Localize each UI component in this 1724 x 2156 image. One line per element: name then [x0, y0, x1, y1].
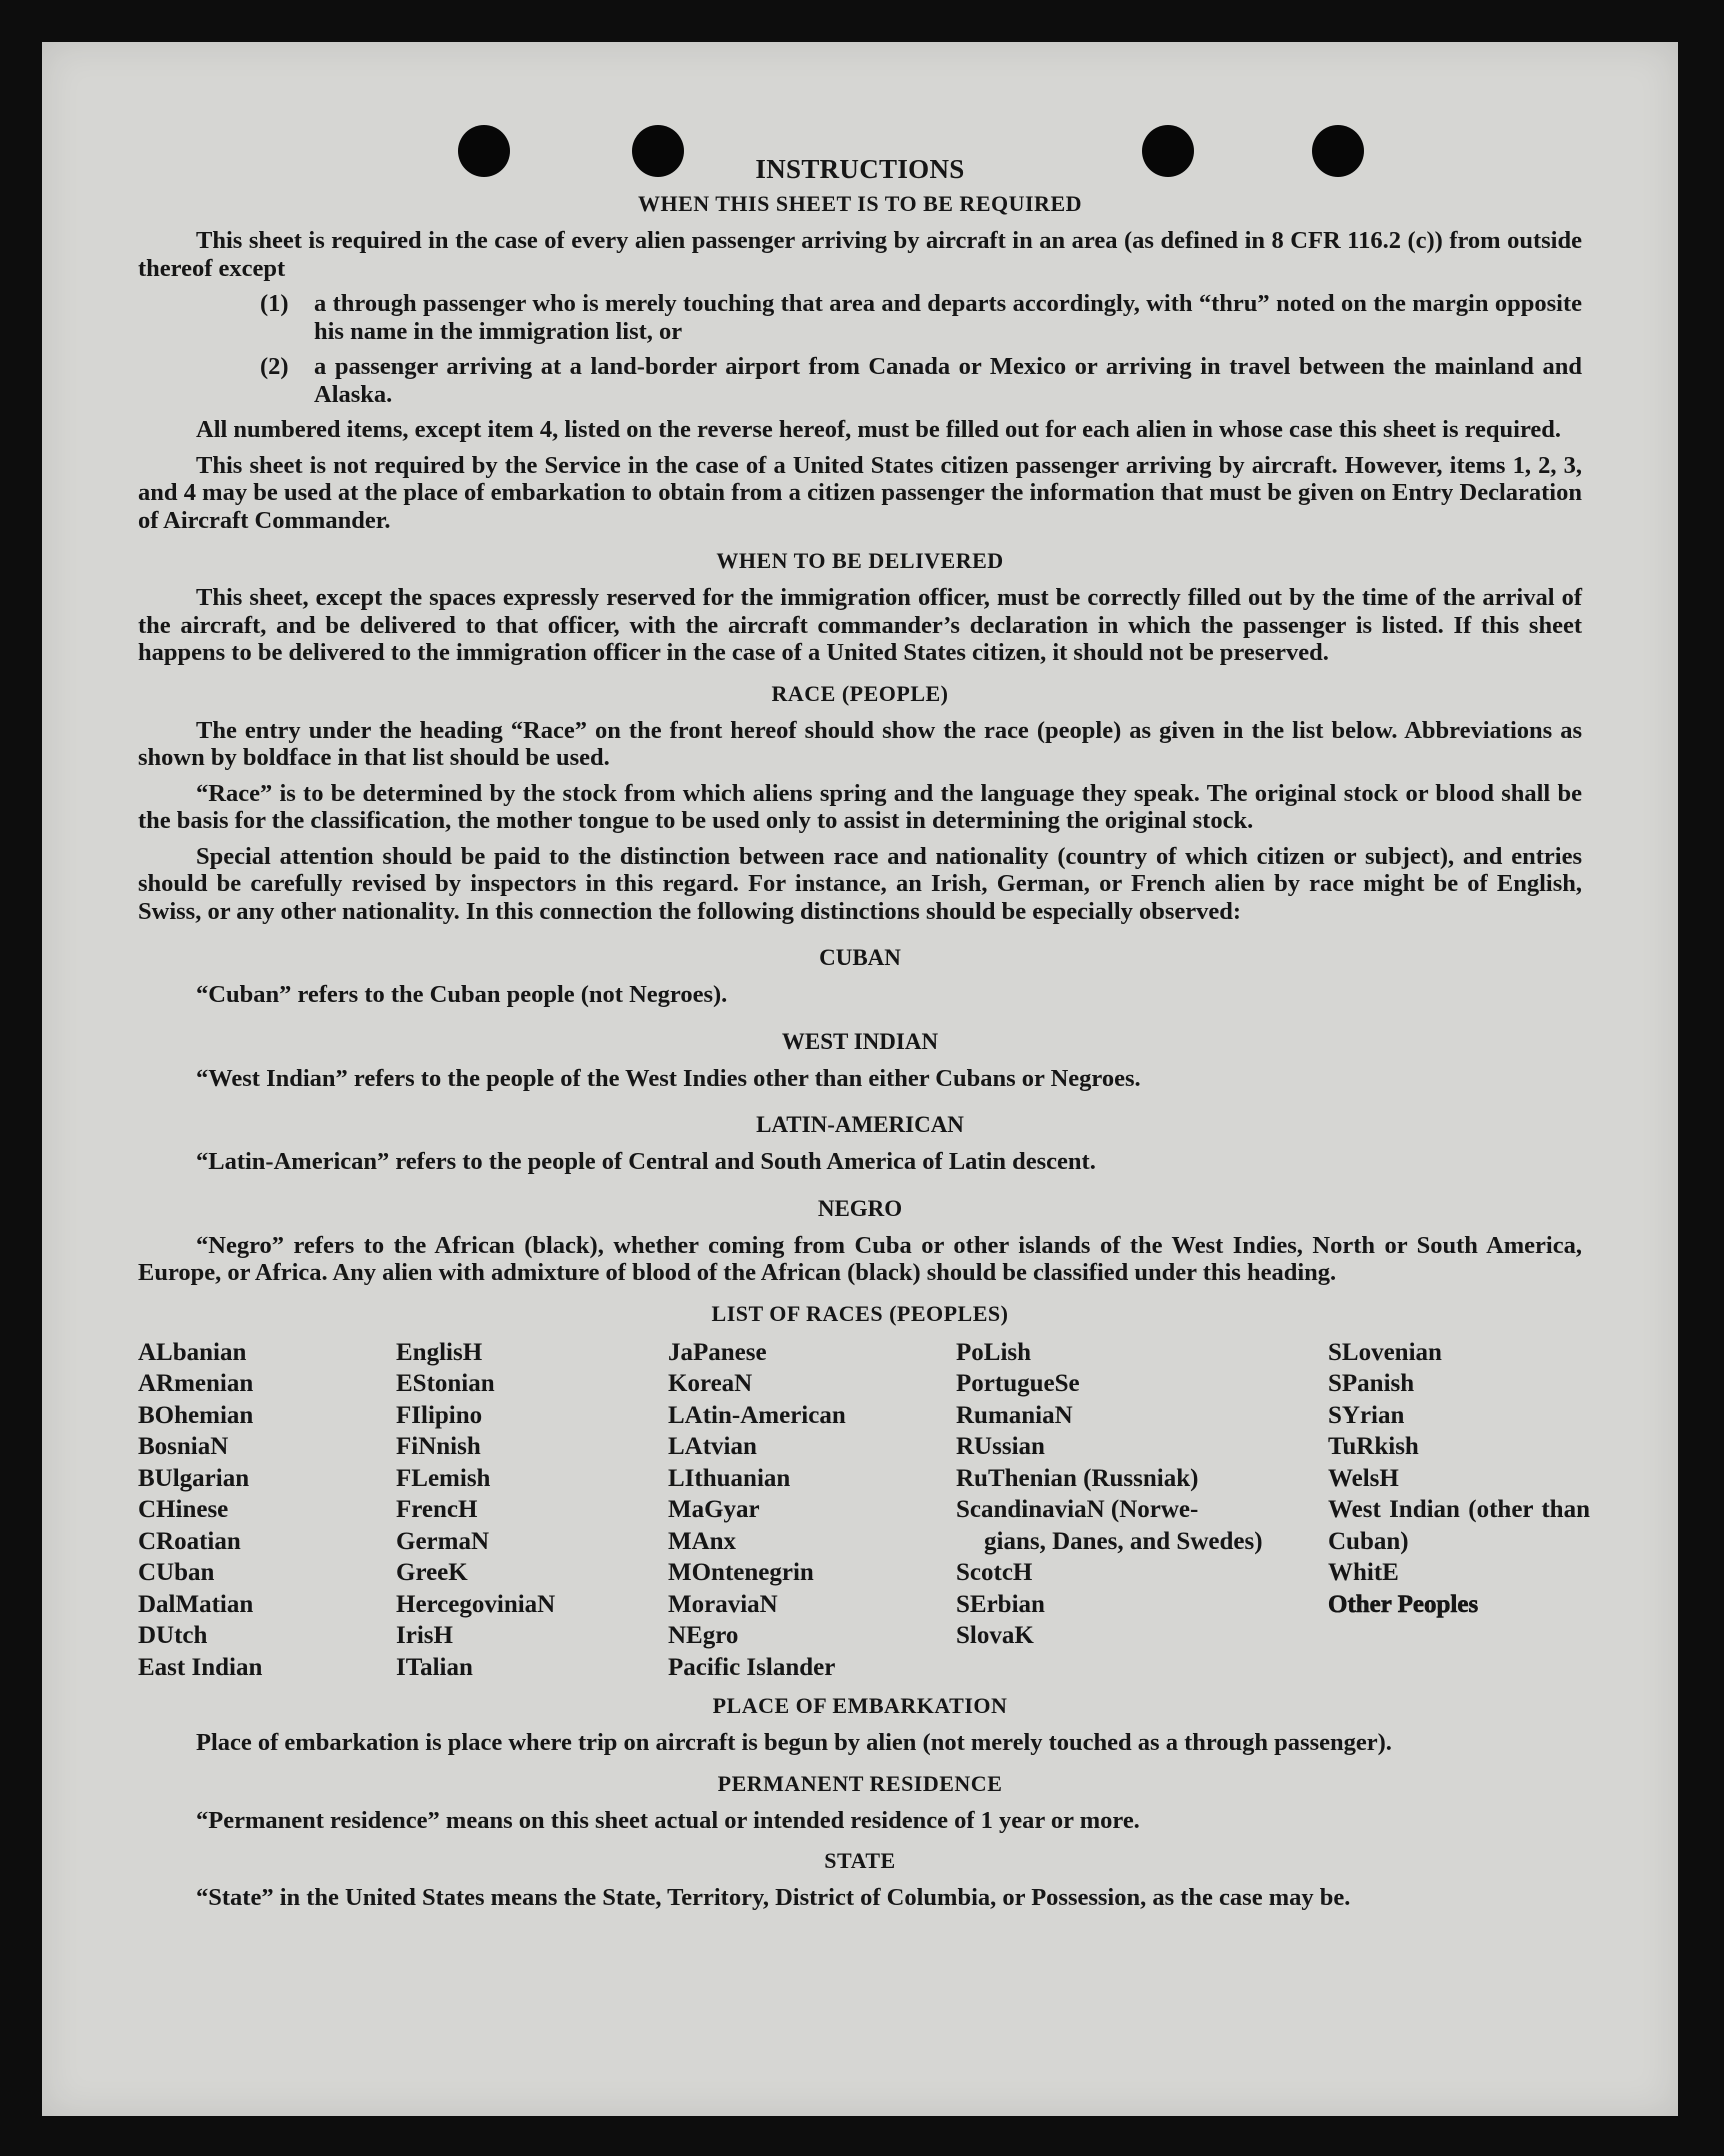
paragraph-citizen: This sheet is not required by the Service in the case of a United States citizen passenger arriving by aircraft. However, items 1, 2, 3, and 4 may be used at the place of embarkation to obtain from a citizen passenger the information that must be given on Entry Declaration of Aircraft Commander. [138, 451, 1582, 534]
item-text: a passenger arriving at a land-border airport from Canada or Mexico or arriving in travel between the mainland and Alaska. [314, 353, 1582, 408]
race-item: BUlgarian [138, 1464, 250, 1492]
race-item: MoraviaN [668, 1590, 778, 1618]
exception-item-1 [138, 290, 1582, 345]
race-item: SErbian [956, 1590, 1045, 1618]
race-item: EStonian [396, 1370, 495, 1397]
race-item: WelsH [1328, 1464, 1399, 1492]
race-item: NEgro [668, 1622, 739, 1649]
paragraph-latin-american: “Latin-American” refers to the people of Central and South America of Latin descent. [196, 1148, 1096, 1175]
item-number: (2) [260, 353, 289, 380]
race-column-5 [1328, 1337, 1590, 1684]
race-item-other-peoples: Other Peoples [1328, 1590, 1479, 1618]
race-item: DUtch [138, 1622, 208, 1649]
heading-race: RACE (PEOPLE) [771, 680, 949, 706]
race-item: PoLish [956, 1338, 1032, 1366]
page-title: INSTRUCTIONS [755, 154, 965, 184]
race-item: CUban [138, 1559, 215, 1586]
race-item: ITalian [396, 1653, 473, 1681]
heading-west-indian: WEST INDIAN [781, 1028, 939, 1054]
race-column-4 [956, 1337, 1328, 1684]
paragraph-cuban: “Cuban” refers to the Cuban people (not Negroes). [196, 981, 728, 1008]
heading-latin-american: LATIN-AMERICAN [756, 1112, 964, 1137]
heading-delivered: WHEN TO BE DELIVERED [716, 548, 1004, 573]
race-item: FrencH [396, 1496, 478, 1523]
race-item: BOhemian [138, 1401, 254, 1429]
race-item: FiNnish [396, 1433, 481, 1460]
item-text: a through passenger who is merely touching that area and departs accordingly, with “thru” noted on the margin opposite his name in the immigration list, or [314, 290, 1582, 345]
heading-negro: NEGRO [817, 1195, 903, 1221]
race-item: ScandinaviaN (Norwe- [956, 1496, 1199, 1523]
heading-embarkation: PLACE OF EMBARKATION [712, 1693, 1008, 1718]
paragraph-delivered: This sheet, except the spaces expressly reserved for the immigration officer, must be correctly filled out by the time of the arrival of the aircraft, and be delivered to that officer, with the aircraft commander’s declaration in which the passenger is listed. If this sheet happens to be delivered to the immigration officer in the case of a United States citizen, it should not be preserved. [138, 584, 1582, 666]
race-column-1 [138, 1337, 396, 1684]
race-item: HercegoviniaN [396, 1590, 556, 1618]
race-item: SPanish [1328, 1370, 1415, 1397]
race-item: CRoatian [138, 1527, 241, 1555]
race-column-2 [396, 1337, 668, 1684]
race-item: ScotcH [956, 1559, 1033, 1586]
race-item: RUssian [956, 1433, 1045, 1460]
race-item: Pacific Islander [668, 1653, 836, 1681]
race-item: FIlipino [396, 1401, 483, 1429]
race-item: ARmenian [138, 1370, 254, 1397]
race-item: MaGyar [668, 1496, 760, 1523]
race-item: WhitE [1328, 1559, 1399, 1586]
punch-hole [1312, 125, 1364, 177]
paragraph-race-1: The entry under the heading “Race” on the front hereof should show the race (people) as given in the list below. Abbreviations as shown by boldface in that list should be used. [138, 716, 1582, 771]
race-item-continuation: gians, Danes, and Swedes) [984, 1527, 1263, 1555]
race-item: SYrian [1328, 1401, 1405, 1429]
heading-required: WHEN THIS SHEET IS TO BE REQUIRED [637, 191, 1083, 216]
heading-cuban: CUBAN [819, 945, 901, 970]
paragraph-negro: “Negro” refers to the African (black), whether coming from Cuba or other islands of the West Indies, North or South America, Europe, or Africa. Any alien with admixture of blood of the African (black) should be classified under this heading. [138, 1231, 1582, 1286]
race-item: RumaniaN [956, 1401, 1073, 1429]
race-item: GermaN [396, 1527, 490, 1555]
race-item: BosniaN [138, 1433, 229, 1460]
race-item: GreeK [396, 1559, 468, 1586]
race-item: ALbanian [138, 1338, 247, 1366]
race-item: CHinese [138, 1496, 229, 1523]
paragraph-required-intro: This sheet is required in the case of every alien passenger arriving by aircraft in an area (as defined in 8 CFR 116.2 (c)) from outside thereof except [138, 227, 1582, 282]
paragraph-permanent-residence: “Permanent residence” means on this sheet actual or intended residence of 1 year or more. [196, 1806, 1140, 1834]
heading-permanent-residence: PERMANENT RESIDENCE [717, 1770, 1003, 1796]
punch-hole [458, 125, 510, 177]
punch-hole [1142, 125, 1194, 177]
paragraph-embarkation: Place of embarkation is place where trip on aircraft is begun by alien (not merely touched as a through passenger). [196, 1729, 1392, 1756]
race-item: DalMatian [138, 1590, 254, 1618]
race-item: EnglisH [396, 1338, 483, 1366]
race-item: JaPanese [668, 1338, 767, 1366]
race-item: KoreaN [668, 1370, 753, 1397]
race-item: East Indian [138, 1653, 263, 1681]
heading-list-of-races: LIST OF RACES (PEOPLES) [711, 1300, 1009, 1326]
race-item: LIthuanian [668, 1464, 791, 1492]
heading-state: STATE [824, 1848, 896, 1873]
race-item: PortugueSe [956, 1370, 1080, 1397]
race-item: SlovaK [956, 1622, 1034, 1649]
race-item: MAnx [668, 1527, 737, 1555]
race-item: IrisH [396, 1622, 453, 1649]
document-page [42, 42, 1678, 2116]
race-item: FLemish [396, 1464, 491, 1492]
race-list [138, 1337, 1590, 1684]
paragraph-race-3: Special attention should be paid to the distinction between race and nationality (country of which citizen or subject), and entries should be carefully revised by inspectors in this regard. For instance, an Irish, German, or French alien by race might be of English, Swiss, or any other nationality. In this connection the following distinctions should be especially observed: [138, 842, 1582, 925]
race-item: LAtvian [668, 1433, 757, 1460]
punch-hole [632, 125, 684, 177]
race-column-3 [668, 1337, 956, 1684]
paragraph-race-2: “Race” is to be determined by the stock from which aliens spring and the language they speak. The original stock or blood shall be the basis for the classification, the mother tongue to be used only to assist in determining the original stock. [138, 779, 1582, 834]
paragraph-west-indian: “West Indian” refers to the people of the West Indies other than either Cubans or Negroes. [196, 1064, 1141, 1092]
item-number: (1) [260, 290, 289, 317]
race-item: RuThenian (Russniak) [956, 1464, 1199, 1492]
paragraph-state: “State” in the United States means the State, Territory, District of Columbia, or Possession, as the case may be. [196, 1884, 1351, 1911]
race-item: LAtin-American [668, 1401, 846, 1429]
paragraph-numbered-items: All numbered items, except item 4, listed on the reverse hereof, must be filled out for each alien in whose case this sheet is required. [196, 416, 1562, 443]
exception-item-2 [138, 353, 1582, 408]
race-item: West Indian (other than Cuban) [1328, 1496, 1590, 1555]
race-item: MOntenegrin [668, 1559, 814, 1586]
race-item: SLovenian [1328, 1338, 1442, 1366]
race-item: TuRkish [1328, 1433, 1419, 1460]
